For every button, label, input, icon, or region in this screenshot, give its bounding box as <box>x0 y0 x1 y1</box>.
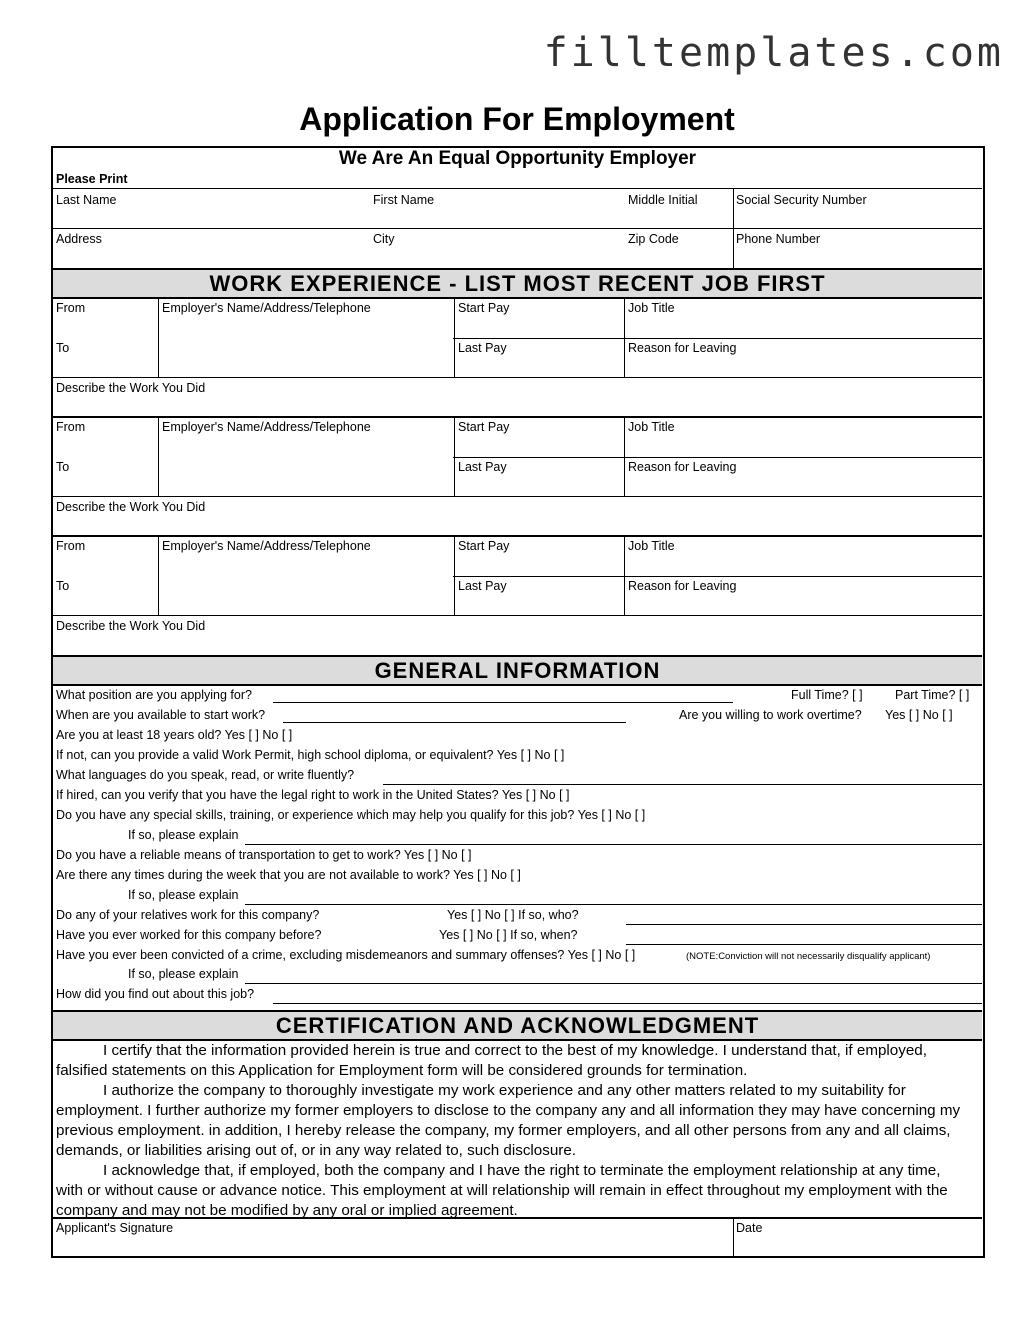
divider <box>624 418 625 496</box>
from-field[interactable]: From <box>56 301 86 315</box>
certification-text <box>56 1041 971 1221</box>
subtitle: We Are An Equal Opportunity Employer <box>338 148 697 169</box>
divider <box>624 537 625 615</box>
divider <box>53 228 982 229</box>
overtime-question: Are you willing to work overtime? <box>679 708 862 722</box>
available-question: When are you available to start work? <box>56 708 266 722</box>
describe-field[interactable]: Describe the Work You Did <box>56 619 206 633</box>
divider <box>53 535 982 537</box>
employer-field[interactable]: Employer's Name/Address/Telephone <box>162 420 371 434</box>
divider <box>454 537 455 615</box>
divider <box>454 418 455 496</box>
skills-question[interactable]: Do you have any special skills, training, or experience which may help you qualify for this job? Yes [ ] No [ ] <box>56 808 646 822</box>
languages-input[interactable] <box>383 784 982 785</box>
reason-field[interactable]: Reason for Leaving <box>628 460 737 474</box>
last-pay-field[interactable]: Last Pay <box>458 460 507 474</box>
please-print-label: Please Print <box>56 172 128 186</box>
first-name-field[interactable]: First Name <box>373 193 435 207</box>
divider <box>453 338 982 339</box>
employer-field[interactable]: Employer's Name/Address/Telephone <box>162 539 371 553</box>
times-question[interactable]: Are there any times during the week that you are not available to work? Yes [ ] No [ ] <box>56 868 521 882</box>
relatives-who-input[interactable] <box>626 924 982 925</box>
position-question: What position are you applying for? <box>56 688 252 702</box>
relatives-options[interactable]: Yes [ ] No [ ] If so, who? <box>447 908 579 922</box>
conviction-note: (NOTE:Conviction will not necessarily disqualify applicant) <box>686 951 931 962</box>
divider <box>53 1217 982 1219</box>
job-title-field[interactable]: Job Title <box>628 539 675 553</box>
legal-question[interactable]: If hired, can you verify that you have the legal right to work in the United States? Yes [ ] No [ ] <box>56 788 570 802</box>
divider <box>53 496 982 497</box>
phone-field[interactable]: Phone Number <box>736 232 821 246</box>
last-pay-field[interactable]: Last Pay <box>458 579 507 593</box>
city-field[interactable]: City <box>373 232 395 246</box>
position-input[interactable] <box>273 702 733 703</box>
age-question[interactable]: Are you at least 18 years old? Yes [ ] No [ ] <box>56 728 293 742</box>
transport-question[interactable]: Do you have a reliable means of transportation to get to work? Yes [ ] No [ ] <box>56 848 472 862</box>
divider <box>53 615 982 616</box>
divider <box>53 377 982 378</box>
explain-label: If so, please explain <box>128 888 239 902</box>
overtime-checkboxes[interactable]: Yes [ ] No [ ] <box>885 708 953 722</box>
divider <box>733 188 734 268</box>
part-time-checkbox[interactable]: Part Time? [ ] <box>895 688 970 702</box>
start-pay-field[interactable]: Start Pay <box>458 420 510 434</box>
application-form <box>51 146 985 1258</box>
divider <box>53 188 982 189</box>
divider <box>158 299 159 377</box>
available-input[interactable] <box>283 722 626 723</box>
certification-paragraph: I authorize the company to thoroughly investigate my work experience and any other matters related to my suitability for employment. I further authorize my former employers to disclose to the company any and all information they may have concerning my previous employment. in addition, I hereby release the company, my former employers, and all other persons from any and all claims, demands, or liabilities arising out of, or in any way related to, such disclosure. <box>56 1082 961 1159</box>
explain-label: If so, please explain <box>128 967 239 981</box>
start-pay-field[interactable]: Start Pay <box>458 301 510 315</box>
job-title-field[interactable]: Job Title <box>628 420 675 434</box>
address-field[interactable]: Address <box>56 232 102 246</box>
certification-header: CERTIFICATION AND ACKNOWLEDGMENT <box>53 1010 982 1041</box>
last-name-field[interactable]: Last Name <box>56 193 117 207</box>
reason-field[interactable]: Reason for Leaving <box>628 341 737 355</box>
worked-options[interactable]: Yes [ ] No [ ] If so, when? <box>439 928 578 942</box>
divider <box>158 537 159 615</box>
worked-before-question: Have you ever worked for this company before? <box>56 928 322 942</box>
full-time-checkbox[interactable]: Full Time? [ ] <box>791 688 863 702</box>
certification-paragraph: I acknowledge that, if employed, both the company and I have the right to terminate the employment relationship at any time, with or without cause or advance notice. This employment at will relationship will remain in effect throughout my employment with the company and may not be modified by any oral or implied agreement. <box>56 1162 948 1219</box>
start-pay-field[interactable]: Start Pay <box>458 539 510 553</box>
relatives-question: Do any of your relatives work for this company? <box>56 908 320 922</box>
signature-field[interactable]: Applicant's Signature <box>56 1221 174 1235</box>
explain-label: If so, please explain <box>128 828 239 842</box>
divider <box>453 576 982 577</box>
watermark-logo: filltemplates.com <box>543 30 1004 76</box>
convicted-question[interactable]: Have you ever been convicted of a crime, excluding misdemeanors and summary offenses? Yes [ ] No [ ] <box>56 948 636 962</box>
languages-question: What languages do you speak, read, or write fluently? <box>56 768 355 782</box>
middle-initial-field[interactable]: Middle Initial <box>628 193 698 207</box>
divider <box>454 299 455 377</box>
page-title: Application For Employment <box>299 101 735 137</box>
permit-question[interactable]: If not, can you provide a valid Work Permit, high school diploma, or equivalent? Yes [ ] No [ ] <box>56 748 565 762</box>
find-job-question: How did you find out about this job? <box>56 987 255 1001</box>
from-field[interactable]: From <box>56 539 86 553</box>
reason-field[interactable]: Reason for Leaving <box>628 579 737 593</box>
describe-field[interactable]: Describe the Work You Did <box>56 381 206 395</box>
divider <box>733 1218 734 1256</box>
work-experience-header: WORK EXPERIENCE - LIST MOST RECENT JOB FIRST <box>53 268 982 299</box>
to-field[interactable]: To <box>56 341 70 355</box>
job-title-field[interactable]: Job Title <box>628 301 675 315</box>
divider <box>453 457 982 458</box>
general-info-header: GENERAL INFORMATION <box>53 655 982 686</box>
certification-paragraph: I certify that the information provided herein is true and correct to the best of my knowledge. I understand that, if employed, falsified statements on this Application for Employment form will be considered grounds for termination. <box>56 1042 927 1079</box>
times-explain-input[interactable] <box>245 904 982 905</box>
to-field[interactable]: To <box>56 460 70 474</box>
divider <box>158 418 159 496</box>
describe-field[interactable]: Describe the Work You Did <box>56 500 206 514</box>
date-field[interactable]: Date <box>736 1221 763 1235</box>
from-field[interactable]: From <box>56 420 86 434</box>
divider <box>624 299 625 377</box>
divider <box>53 416 982 418</box>
ssn-field[interactable]: Social Security Number <box>736 193 867 207</box>
skills-explain-input[interactable] <box>245 844 982 845</box>
employer-field[interactable]: Employer's Name/Address/Telephone <box>162 301 371 315</box>
worked-when-input[interactable] <box>626 944 982 945</box>
last-pay-field[interactable]: Last Pay <box>458 341 507 355</box>
find-job-input[interactable] <box>273 1003 982 1004</box>
to-field[interactable]: To <box>56 579 70 593</box>
zip-field[interactable]: Zip Code <box>628 232 679 246</box>
conviction-explain-input[interactable] <box>245 983 982 984</box>
